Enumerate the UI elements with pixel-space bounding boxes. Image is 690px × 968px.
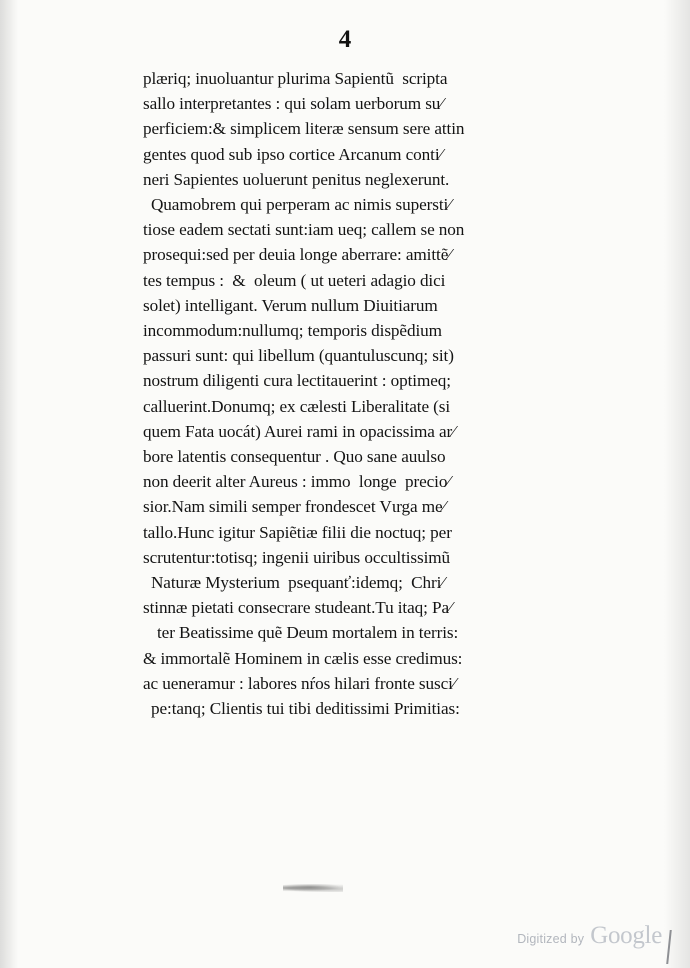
text-line: tiose eadem sectati sunt:iam ueq; callem se non	[143, 220, 465, 240]
text-line: quem Fata uocát) Aurei rami in opacissima ar⁄	[143, 421, 455, 441]
text-line: sallo interpretantes : qui solam uerborum su⁄	[143, 94, 444, 114]
text-line: stinnæ pietati consecrare studeant.Tu itaq; Pa⁄	[143, 598, 452, 618]
page-text-block	[143, 66, 561, 721]
text-line: Naturæ Mysterium psequanť:idemq; Chri⁄	[151, 573, 445, 593]
text-line: ac ueneramur : labores nŕos hilari fronte susci⁄	[143, 673, 456, 693]
text-line: ter Beatissime quẽ Deum mortalem in terris:	[157, 623, 459, 643]
text-line: Quamobrem qui perperam ac nimis supersti⁄	[151, 195, 451, 215]
text-line: sior.Nam simili semper frondescet Vιrga me⁄	[143, 497, 446, 517]
watermark-brand: Google	[590, 922, 662, 949]
text-line: calluerint.Donumq; ex cælesti Liberalitate (si	[143, 396, 451, 416]
text-line: plæriq; inuoluantur plurima Sapientũ scripta	[143, 69, 448, 88]
scan-smudge	[283, 884, 343, 892]
page-corner-mark	[666, 930, 682, 964]
google-watermark	[517, 922, 662, 950]
watermark-digitized-label: Digitized by	[517, 932, 585, 946]
text-line: scrutentur:totisq; ingenii uiribus occultissimũ	[143, 547, 451, 567]
text-line: nostrum diligenti cura lectitauerint : optimeq;	[143, 371, 451, 391]
text-line: & immortalẽ Hominem in cælis esse credimus:	[143, 648, 463, 668]
text-line: gentes quod sub ipso cortice Arcanum conti⁄	[143, 144, 443, 164]
text-line: perficiem:& simplicem literæ sensum sere attin	[143, 119, 465, 139]
text-line: bore latentis consequentur . Quo sane auulso	[143, 447, 446, 467]
text-line: tallo.Hunc igitur Sapiẽtiæ filii die noctuq; per	[143, 522, 452, 542]
text-line: solet) intelligant. Verum nullum Diuitiarum	[143, 295, 438, 315]
text-line: pe:tanq; Clientis tui tibi deditissimi Primitias:	[151, 699, 460, 719]
text-line: passuri sunt: qui libellum (quantuluscunq; sit)	[143, 346, 454, 366]
text-line: non deerit alter Aureus : immo longe precio⁄	[143, 472, 451, 492]
text-line: incommodum:nullumq; temporis dispẽdium	[143, 321, 442, 341]
page-number: 4	[338, 26, 352, 53]
text-line: prosequi:sed per deuia longe aberrare: amittẽ⁄	[143, 245, 451, 265]
text-line: tes tempus : & oleum ( ut ueteri adagio dici	[143, 270, 446, 290]
text-line: neri Sapientes uoluerunt penitus neglexerunt.	[143, 169, 450, 189]
